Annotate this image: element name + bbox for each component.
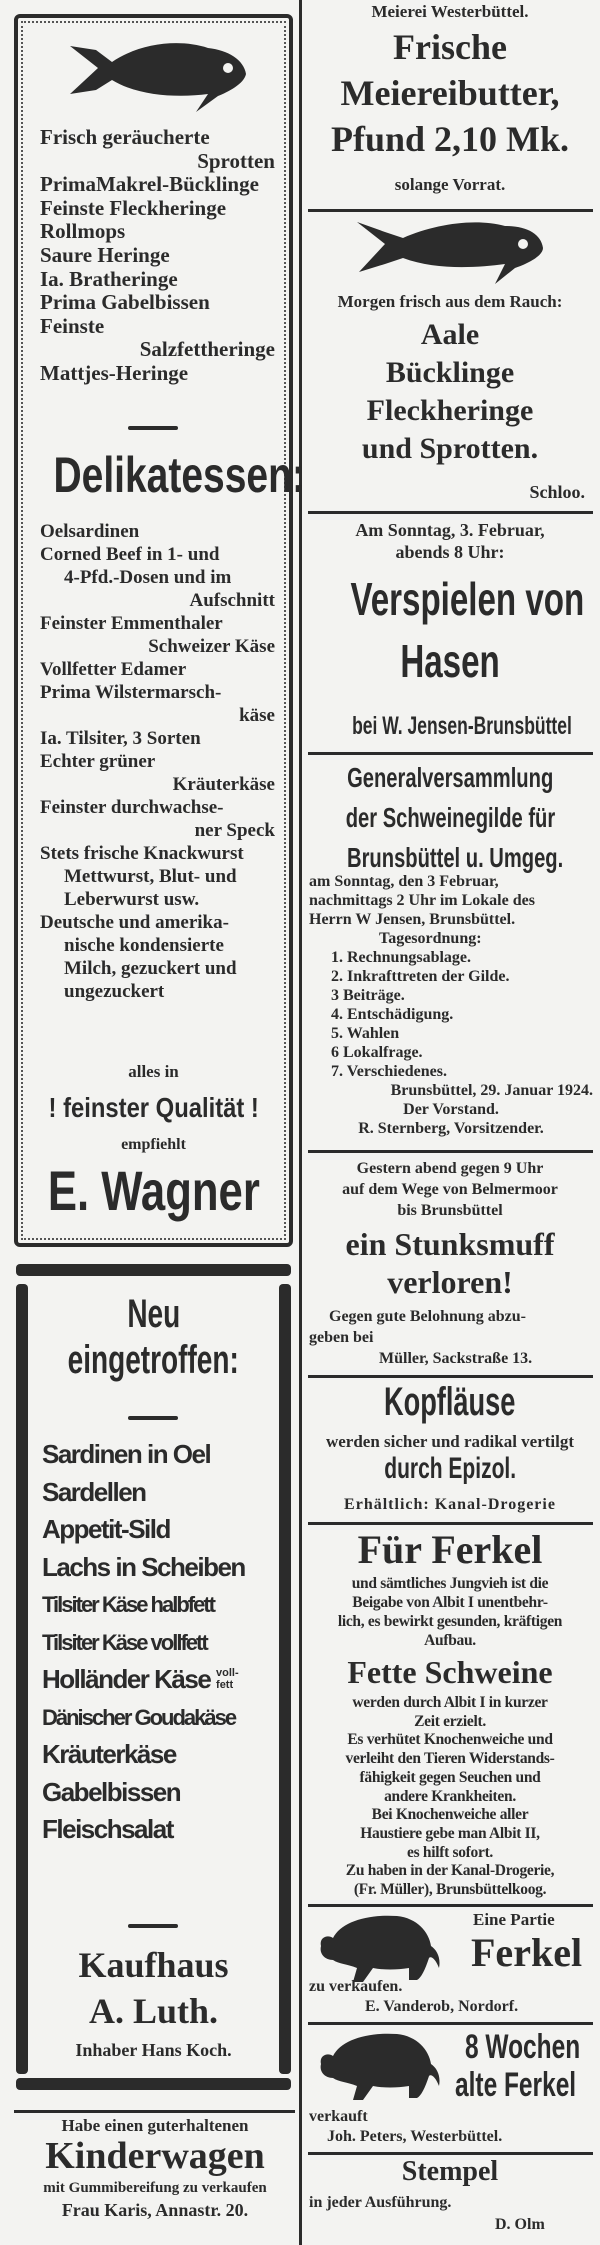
- piglet1-line: zu verkaufen.: [309, 1978, 403, 1995]
- list-item: Schweizer Käse: [148, 636, 275, 657]
- body-line: fähigkeit gegen Seuchen und: [359, 1768, 541, 1786]
- guild-title: [305, 760, 595, 880]
- butter-title2: Meiereibutter,: [340, 73, 560, 113]
- butter-note: solange Vorrat.: [394, 175, 506, 194]
- list-item: Sardinen in Oel: [42, 1439, 211, 1469]
- divider: [128, 426, 178, 430]
- list-item: Kräuterkäse: [172, 774, 275, 795]
- list-item: Feinste Fleckheringe: [40, 195, 227, 220]
- divider: [308, 209, 593, 212]
- guild-board: Der Vorstand.: [403, 1101, 499, 1118]
- albit-body2: [305, 1694, 595, 1900]
- list-item: Dänischer Goudakäse: [42, 1704, 236, 1730]
- piglet1-title: Ferkel: [471, 1930, 583, 1975]
- agenda-item: 5. Wahlen: [331, 1025, 400, 1042]
- list-item: PrimaMakrel-Bücklinge: [40, 172, 259, 197]
- list-item: Ia. Bratheringe: [40, 266, 178, 291]
- list-item: Sardellen: [42, 1476, 146, 1507]
- list-item: Oelsardinen: [40, 521, 140, 542]
- divider: [14, 2110, 295, 2113]
- quality-text: ! feinster Qualität !: [48, 1092, 259, 1123]
- fish-icon: [355, 218, 545, 288]
- list-item: Ia. Tilsiter, 3 Sorten: [40, 728, 201, 749]
- divider: [308, 1904, 593, 1907]
- divider: [308, 2022, 593, 2025]
- hare-title1: Verspielen von: [350, 573, 585, 625]
- list-item: Milch, gezuckert und: [64, 958, 237, 979]
- piglet2-seller: Joh. Peters, Westerbüttel.: [327, 2128, 503, 2145]
- body-line: und sämtliches Jungvieh ist die: [351, 1575, 549, 1592]
- eingetroffen-title: eingetroffen:: [67, 1338, 240, 1382]
- body-line: bis Brunsbüttel: [397, 1202, 503, 1219]
- deli-list: [40, 520, 275, 1003]
- list-item: Sprotten: [197, 148, 275, 173]
- list-item: Kräuterkäse: [42, 1739, 176, 1769]
- merchant-name: E. Wagner: [47, 1159, 260, 1222]
- heading-wrap: [18, 446, 305, 504]
- list-item: Tilsiter Käse halbfett: [42, 1592, 214, 1617]
- lice-availability: Erhältlich: Kanal-Drogerie: [344, 1496, 556, 1513]
- list-item: ungezuckert: [64, 981, 165, 1002]
- body-line: nachmittags 2 Uhr im Lokale des: [309, 892, 535, 909]
- list-item: Salzfettheringe: [139, 337, 275, 362]
- body-line: es hilft sofort.: [406, 1843, 494, 1861]
- butter-title1: Frische: [393, 27, 507, 67]
- pig-icon: [317, 1912, 447, 1984]
- list-item: Mattjes-Heringe: [40, 360, 189, 385]
- list-item: und Sprotten.: [361, 432, 539, 465]
- list-item: käse: [239, 705, 275, 726]
- piglet2-title2: alte Ferkel: [455, 2066, 577, 2104]
- piglet2-title1: 8 Wochen: [465, 2028, 581, 2066]
- list-item: Fleischsalat: [42, 1814, 173, 1844]
- lost-intro: [307, 1158, 593, 1221]
- divider: [128, 1416, 178, 1420]
- shop-name: Kaufhaus: [78, 1945, 229, 1985]
- lice-title: Kopfläuse: [384, 1380, 516, 1424]
- list-item: Deutsche und amerika-: [40, 912, 229, 933]
- body-line: auf dem Wege von Belmermoor: [342, 1181, 558, 1198]
- albit-title2: Fette Schweine: [347, 1654, 553, 1690]
- pram-contact: Frau Karis, Annastr. 20.: [61, 2200, 249, 2220]
- neu-title: Neu: [127, 1292, 180, 1336]
- empfiehlt-text: empfiehlt: [121, 1136, 186, 1153]
- agenda-item: 2. Inkrafttreten der Gilde.: [331, 968, 510, 985]
- list-item: Feinster Emmenthaler: [40, 613, 223, 634]
- guild-date: Brunsbüttel, 29. Januar 1924.: [390, 1082, 593, 1099]
- guild-body: [309, 872, 593, 1138]
- list-item: Mettwurst, Blut- und: [64, 866, 237, 887]
- list-item-label: Holländer Käse: [42, 1664, 211, 1694]
- divider: [308, 1522, 593, 1525]
- divider: [308, 1375, 593, 1378]
- list-item: [42, 1661, 269, 1699]
- delikatessen-heading: Delikatessen:: [53, 447, 305, 503]
- column-rule: [299, 0, 302, 2245]
- body-line: Zeit erzielt.: [414, 1712, 486, 1730]
- ad-kinderwagen: [10, 2114, 300, 2239]
- border-bar: [16, 1264, 291, 1276]
- butter-price: Pfund 2,10 Mk.: [330, 119, 570, 159]
- list-item: Appetit-Sild: [42, 1514, 170, 1544]
- list-item: Gabelbissen: [42, 1776, 181, 1807]
- list-item: nische kondensierte: [64, 935, 224, 956]
- vollfett-note: voll-fett: [216, 1667, 239, 1691]
- hare-when1: Am Sonntag, 3. Februar,: [355, 520, 545, 540]
- border-bar: [16, 2078, 291, 2090]
- agenda-item: 3 Beiträge.: [331, 987, 405, 1004]
- body-line: Aufbau.: [424, 1632, 476, 1649]
- list-item: Echter grüner: [40, 751, 156, 772]
- list-item: Prima Wilstermarsch-: [40, 682, 222, 703]
- smoke-list: [305, 316, 595, 468]
- fish-list: [40, 126, 275, 386]
- list-item: Feinster durchwachse-: [40, 797, 224, 818]
- list-item: Vollfetter Edamer: [40, 659, 187, 680]
- body-line: Herrn W Jensen, Brunsbüttel.: [309, 911, 516, 928]
- list-item: Rollmops: [40, 219, 126, 244]
- stamp-title: Stempel: [401, 2156, 499, 2187]
- divider: [308, 752, 593, 755]
- right-column: [305, 0, 595, 2245]
- lost-title2: verloren!: [387, 1264, 513, 1300]
- piglet1-seller: E. Vanderob, Nordorf.: [365, 1998, 519, 2015]
- piglet1-intro: Eine Partie: [473, 1910, 555, 1929]
- list-item: Lachs in Scheiben: [42, 1551, 245, 1582]
- agenda-item: 7. Verschiedenes.: [331, 1063, 447, 1080]
- pig-icon: [317, 2030, 447, 2102]
- pram-line: mit Gummibereifung zu verkaufen: [43, 2180, 267, 2196]
- body-line: Gegen gute Belohnung abzu-: [329, 1308, 526, 1325]
- body-line: werden durch Albit I in kurzer: [352, 1694, 548, 1711]
- list-item: Prima Gabelbissen: [40, 290, 210, 315]
- albit-title1: Für Ferkel: [357, 1527, 543, 1572]
- divider: [128, 1924, 178, 1928]
- stamp-line: in jeder Ausführung.: [309, 2194, 452, 2211]
- list-item: Fleckheringe: [366, 394, 534, 427]
- guild-title-line: Brunsbüttel u. Umgeg.: [347, 842, 564, 873]
- dairy-name: Meierei Westerbüttel.: [371, 2, 529, 21]
- hare-where: bei W. Jensen-Brunsbüttel: [352, 712, 572, 740]
- shop-owner-name: A. Luth.: [88, 1991, 219, 2031]
- body-line: lich, es bewirkt gesunden, kräftigen: [337, 1613, 563, 1630]
- list-item: ner Speck: [194, 820, 275, 841]
- list-item: Frisch geräucherte: [40, 125, 210, 149]
- alles-in-text: alles in: [128, 1062, 179, 1081]
- hare-title2: Hasen: [400, 635, 500, 687]
- pram-intro: Habe einen guterhaltenen: [61, 2116, 249, 2135]
- list-item: Corned Beef in 1- und: [40, 544, 220, 565]
- divider: [308, 1150, 593, 1153]
- smoke-intro: Morgen frisch aus dem Rauch:: [337, 292, 563, 311]
- new-items-list: [42, 1436, 269, 1849]
- list-item: Aufschnitt: [189, 590, 275, 611]
- divider: [308, 511, 593, 514]
- guild-title-line: der Schweinegilde für: [345, 802, 556, 833]
- list-item: Stets frische Knackwurst: [40, 843, 244, 864]
- body-line: (Fr. Müller), Brunsbüttelkoog.: [353, 1881, 547, 1899]
- hare-when2: abends 8 Uhr:: [395, 542, 505, 562]
- guild-title-line: Generalversammlung: [346, 762, 554, 793]
- list-item: 4-Pfd.-Dosen und im: [64, 567, 232, 588]
- list-item: Leberwurst usw.: [64, 889, 200, 910]
- lice-product: durch Epizol.: [384, 1452, 516, 1485]
- list-item: Aale: [420, 318, 480, 351]
- ad-luth: [14, 1264, 293, 2090]
- albit-body1: [305, 1574, 595, 1650]
- divider: [308, 2152, 593, 2155]
- ad-wagner: [14, 14, 305, 1247]
- body-line: Bei Knochenweiche aller: [371, 1806, 529, 1824]
- lice-line: werden sicher und radikal vertilgt: [325, 1432, 575, 1451]
- body-line: Zu haben in der Kanal-Drogerie,: [345, 1862, 555, 1880]
- guild-chair: R. Sternberg, Vorsitzender.: [358, 1120, 544, 1137]
- body-line: geben bei: [309, 1329, 374, 1346]
- lost-title1: ein Stunksmuff: [345, 1226, 555, 1262]
- body-line: Es verhütet Knochenweiche und: [347, 1731, 553, 1749]
- stamp-signer: D. Olm: [495, 2216, 545, 2233]
- smoke-signer: Schloo.: [529, 482, 585, 502]
- list-item: Saure Heringe: [40, 242, 170, 267]
- body-line: verleiht den Tieren Widerstands-: [345, 1750, 555, 1768]
- list-item: Tilsiter Käse vollfett: [42, 1629, 207, 1655]
- body-line: am Sonntag, den 3 Februar,: [309, 873, 499, 890]
- owner-line: Inhaber Hans Koch.: [75, 2040, 232, 2060]
- body-line: andere Krankheiten.: [384, 1787, 516, 1805]
- agenda-item: 4. Entschädigung.: [331, 1006, 454, 1023]
- agenda-item: 6 Lokalfrage.: [331, 1044, 423, 1061]
- fish-icon: [68, 36, 248, 116]
- body-line: Gestern abend gegen 9 Uhr: [356, 1160, 544, 1177]
- body-line: Haustiere gebe man Albit II,: [360, 1824, 540, 1842]
- lost-reward: [309, 1306, 593, 1369]
- list-item: Bücklinge: [385, 356, 515, 389]
- piglet2-line: verkauft: [309, 2108, 368, 2125]
- agenda-title: Tagesordnung:: [379, 930, 482, 947]
- body-line: Beigabe von Albit I unentbehr-: [352, 1594, 548, 1611]
- list-item: Feinste: [40, 313, 105, 338]
- pram-title: Kinderwagen: [45, 2135, 265, 2177]
- lost-address: Müller, Sackstraße 13.: [379, 1350, 533, 1367]
- agenda-item: 1. Rechnungsablage.: [331, 949, 472, 966]
